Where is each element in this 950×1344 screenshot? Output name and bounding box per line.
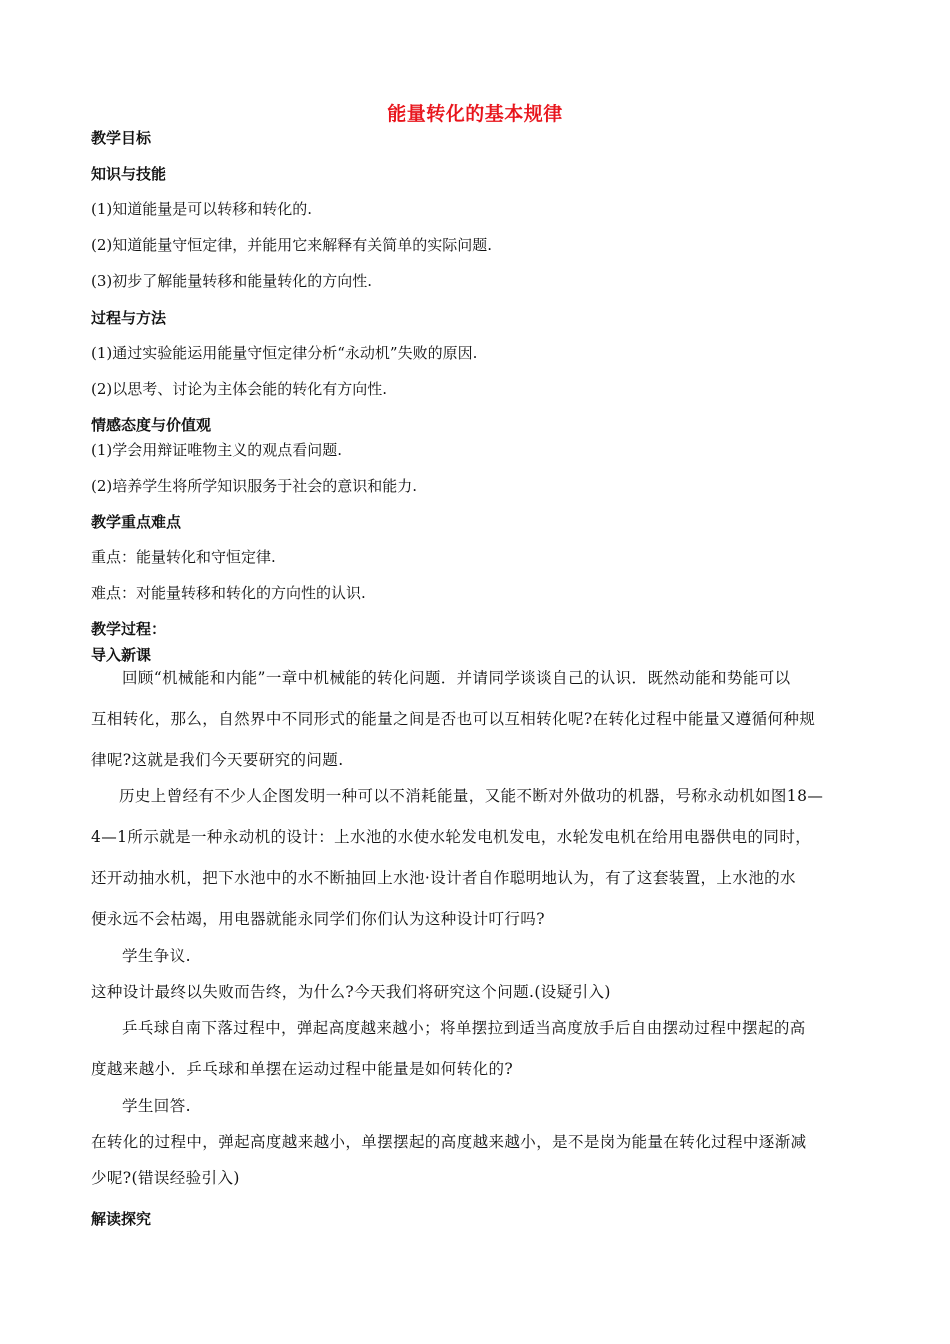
knowledge-item: (1)知道能量是可以转移和转化的.: [91, 200, 313, 218]
procedure-heading: 教学过程：: [91, 620, 167, 638]
paragraph-line: 少呢?(错误经验引入): [91, 1169, 240, 1187]
keypoint-item: 难点：对能量转移和转化的方向性的认识.: [91, 584, 366, 602]
paragraph-line: 历史上曾经有不少人企图发明一种可以不消耗能量，又能不断对外做功的机器，号称永动机如图18—: [119, 787, 824, 805]
process-item: (1)通过实验能运用能量守恒定律分析“永动机”失败的原因.: [91, 344, 478, 362]
paragraph-line: 在转化的过程中，弹起高度越来越小，单摆摆起的高度越来越小，是不是岗为能量在转化过程中逐渐减: [91, 1133, 807, 1151]
process-heading: 过程与方法: [91, 309, 167, 327]
paragraph-line: 互相转化，那么，自然界中不同形式的能量之间是否也可以互相转化呢?在转化过程中能量又遵循何种规: [91, 710, 816, 728]
paragraph-line: 律呢?这就是我们今天要研究的问题.: [91, 751, 344, 769]
paragraph-line: 便永远不会枯竭，用电器就能永同学们你们认为这种设计叮行吗?: [91, 910, 545, 928]
intro-heading: 导入新课: [91, 646, 152, 664]
paragraph-line: 学生争议.: [122, 947, 191, 965]
paragraph-line: 学生回答.: [122, 1097, 191, 1115]
knowledge-item: (2)知道能量守恒定律，并能用它来解释有关简单的实际问题.: [91, 236, 493, 254]
attitude-item: (1)学会用辩证唯物主义的观点看问题.: [91, 441, 343, 459]
paragraph-line: 这种设计最终以失败而告终，为什么?今天我们将研究这个问题.(设疑引入): [91, 983, 611, 1001]
attitude-heading: 情感态度与价值观: [91, 416, 212, 434]
explore-heading: 解读探究: [91, 1210, 152, 1228]
knowledge-heading: 知识与技能: [91, 165, 167, 183]
keypoints-heading: 教学重点难点: [91, 513, 182, 531]
paragraph-line: 还开动抽水机，把下水池中的水不断抽回上水池·设计者自作聪明地认为，有了这套装置，上水池的水: [91, 869, 796, 887]
knowledge-item: (3)初步了解能量转移和能量转化的方向性.: [91, 272, 373, 290]
page-title: 能量转化的基本规律: [387, 103, 563, 125]
paragraph-line: 4—1所示就是一种永动机的设计：上水池的水使水轮发电机发电，水轮发电机在给用电器供电的同时，: [91, 828, 812, 846]
attitude-item: (2)培养学生将所学知识服务于社会的意识和能力.: [91, 477, 418, 495]
keypoint-item: 重点：能量转化和守恒定律.: [91, 548, 276, 566]
paragraph-line: 度越来越小．乒乓球和单摆在运动过程中能量是如何转化的?: [91, 1060, 514, 1078]
objectives-heading: 教学目标: [91, 129, 152, 147]
paragraph-line: 回顾“机械能和内能”一章中机械能的转化问题．并请同学谈谈自己的认识．既然动能和势能可以: [122, 669, 791, 687]
process-item: (2)以思考、讨论为主体会能的转化有方向性.: [91, 380, 388, 398]
paragraph-line: 乒乓球自南下落过程中，弹起高度越来越小；将单摆拉到适当高度放手后自由摆动过程中摆起的高: [122, 1019, 806, 1037]
